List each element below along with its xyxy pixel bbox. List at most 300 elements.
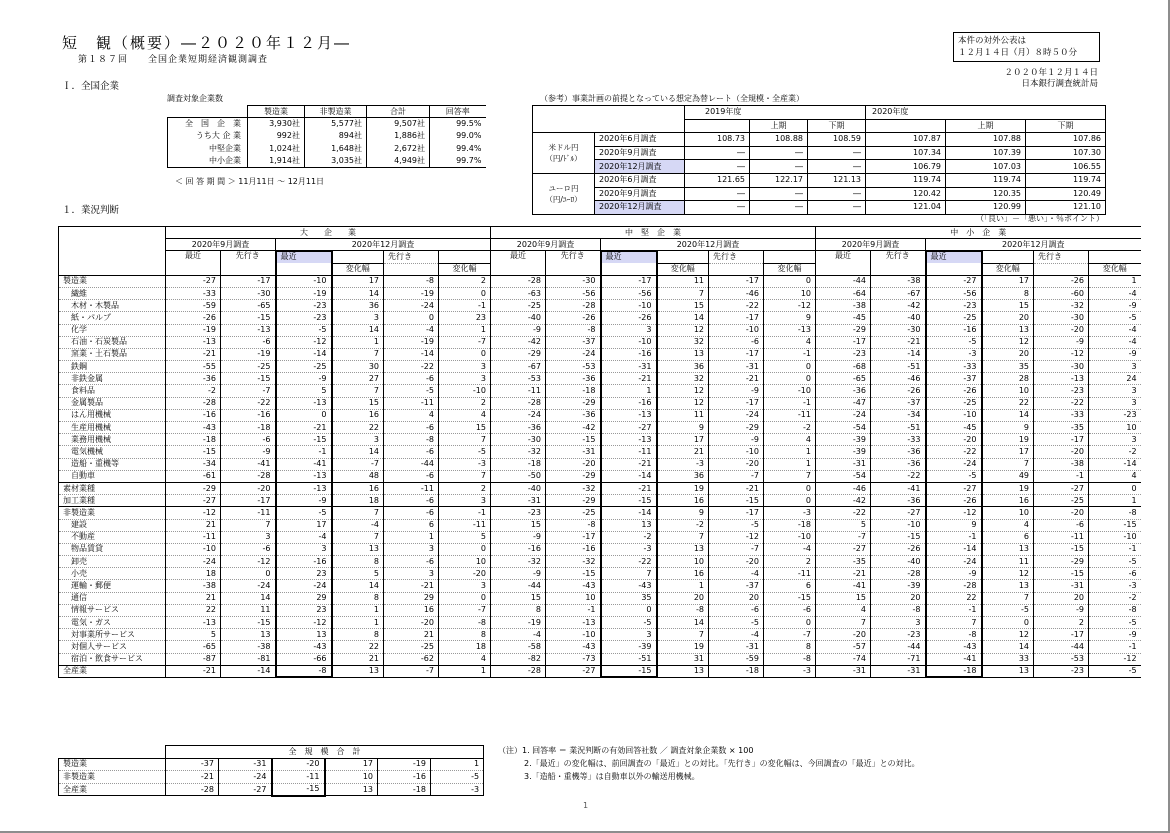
industry-row (59, 580, 1141, 592)
survey-value: 5,577社 (305, 118, 367, 130)
di-value: -14 (926, 543, 982, 555)
industry-label: 金属製品 (59, 397, 166, 409)
di-value: -44 (384, 458, 439, 470)
di-value: 5 (332, 568, 384, 580)
di-value: -32 (546, 482, 601, 494)
di-value: -26 (166, 312, 221, 324)
di-value: 3 (384, 568, 439, 580)
di-value: 3 (1089, 361, 1141, 373)
fx-h1: 上期 (946, 119, 1026, 133)
di-value: 19 (657, 641, 709, 653)
industry-label: 不動産 (59, 531, 166, 543)
di-value: -42 (816, 495, 871, 507)
di-value: 9 (982, 422, 1034, 434)
fx-header-row (533, 106, 1106, 120)
fx-value: 107.86 (1026, 133, 1106, 147)
di-value: -5 (926, 470, 982, 482)
di-value: -25 (926, 397, 982, 409)
change-header: 変化幅 (439, 263, 491, 275)
di-value: 1 (1089, 275, 1141, 287)
di-value: 2 (439, 275, 491, 287)
fx-value: ― (808, 146, 866, 160)
di-value: -30 (1034, 361, 1089, 373)
di-value: -13 (546, 617, 601, 629)
di-value: -4 (709, 568, 764, 580)
di-value: -8 (764, 653, 816, 665)
di-value: 3 (601, 324, 657, 336)
industry-label: 食料品 (59, 385, 166, 397)
di-value: -39 (816, 446, 871, 458)
di-value: -2 (764, 422, 816, 434)
di-value: 1 (384, 531, 439, 543)
fx-currency-name: ユーロ円 (548, 183, 579, 193)
fx-value: 107.34 (866, 146, 946, 160)
fx-value: ― (750, 201, 808, 215)
di-value: -47 (816, 397, 871, 409)
di-value: -51 (871, 361, 926, 373)
fx-rate-table (532, 105, 1106, 215)
survey-count-table (167, 105, 486, 168)
di-value: -9 (1089, 629, 1141, 641)
di-value: -23 (816, 348, 871, 360)
di-value: 6 (764, 580, 816, 592)
industry-row (59, 275, 1141, 287)
di-value: -9 (1089, 348, 1141, 360)
di-value: 14 (332, 324, 384, 336)
di-value: -24 (491, 409, 546, 421)
summary-value: -18 (378, 783, 431, 796)
recent-header: 最近 (816, 251, 871, 275)
di-value: -16 (221, 409, 276, 421)
industry-row (59, 519, 1141, 531)
di-value: 22 (926, 592, 982, 604)
di-value: -13 (166, 336, 221, 348)
di-value: -44 (871, 641, 926, 653)
fx-value: ― (808, 201, 866, 215)
di-value: -6 (764, 604, 816, 616)
di-value: -82 (491, 653, 546, 665)
di-value: -33 (926, 361, 982, 373)
di-value: -20 (816, 629, 871, 641)
di-value: -21 (166, 665, 221, 677)
blank (926, 263, 982, 275)
di-value: -14 (871, 348, 926, 360)
change-header: 変化幅 (657, 263, 709, 275)
di-value: 1 (764, 446, 816, 458)
di-value: -6 (221, 336, 276, 348)
survey-value: 4,949社 (367, 155, 430, 167)
industry-row (59, 397, 1141, 409)
di-value: -36 (166, 373, 221, 385)
di-value: -15 (221, 617, 276, 629)
di-value: -2 (601, 531, 657, 543)
di-value: -34 (166, 458, 221, 470)
di-value: -11 (384, 397, 439, 409)
di-value: -11 (439, 519, 491, 531)
di-value: -27 (166, 275, 221, 287)
release-note-line2: １２月１４日（月）８時５０分 (958, 48, 1078, 58)
di-value: 18 (439, 641, 491, 653)
di-value: -8 (926, 629, 982, 641)
di-value: -27 (926, 275, 982, 287)
di-value: 35 (982, 361, 1034, 373)
di-value: -33 (871, 434, 926, 446)
di-value: -11 (764, 409, 816, 421)
di-value: -6 (384, 373, 439, 385)
survey-col-header: 製造業 (248, 106, 305, 118)
di-value: -37 (709, 580, 764, 592)
industry-label: 生産用機械 (59, 422, 166, 434)
di-value: 10 (1089, 422, 1141, 434)
recent-header-dec: 最近 (926, 251, 982, 263)
di-value: -4 (332, 519, 384, 531)
di-value: -1 (926, 604, 982, 616)
di-value: 0 (384, 312, 439, 324)
di-value: -15 (764, 592, 816, 604)
di-value: -8 (546, 519, 601, 531)
di-value: 21 (657, 446, 709, 458)
industry-label: 情報サービス (59, 604, 166, 616)
di-value: -65 (221, 300, 276, 312)
di-value: -26 (926, 385, 982, 397)
di-value: -7 (816, 531, 871, 543)
di-value: -8 (657, 604, 709, 616)
summary-value: -16 (378, 771, 431, 784)
industry-row (59, 446, 1141, 458)
di-value: -73 (546, 653, 601, 665)
di-value: 8 (332, 556, 384, 568)
industry-row (59, 409, 1141, 421)
industry-row (59, 385, 1141, 397)
di-value: -46 (709, 287, 764, 299)
di-value: -33 (166, 287, 221, 299)
di-value: 4 (439, 409, 491, 421)
di-value: -2 (657, 519, 709, 531)
industry-row (59, 641, 1141, 653)
di-value: -41 (871, 482, 926, 494)
di-value: 13 (982, 665, 1034, 677)
di-value: 11 (657, 275, 709, 287)
di-value: -21 (709, 482, 764, 494)
di-value: 10 (546, 592, 601, 604)
di-value: 16 (332, 482, 384, 494)
di-value: 10 (982, 507, 1034, 519)
di-value: 17 (982, 446, 1034, 458)
di-value: -26 (546, 312, 601, 324)
di-value: 29 (276, 592, 332, 604)
survey-value: 1,024社 (248, 143, 305, 155)
blank (384, 263, 439, 275)
di-value: -43 (276, 641, 332, 653)
di-value: -87 (166, 653, 221, 665)
di-value: -74 (816, 653, 871, 665)
di-value: 3 (332, 312, 384, 324)
di-value: -29 (1034, 556, 1089, 568)
di-value: -7 (709, 543, 764, 555)
di-value: -30 (1034, 312, 1089, 324)
di-value: 3 (439, 495, 491, 507)
di-value: 7 (221, 519, 276, 531)
di-value: -31 (816, 665, 871, 677)
di-value: -13 (601, 409, 657, 421)
di-value: -38 (1034, 458, 1089, 470)
industry-label: 製造業 (59, 275, 166, 287)
di-value: 9 (657, 507, 709, 519)
di-value: 1 (332, 617, 384, 629)
industry-row (59, 617, 1141, 629)
di-value: -8 (1089, 604, 1141, 616)
di-value: -56 (546, 287, 601, 299)
di-value: -10 (764, 531, 816, 543)
di-value: -29 (491, 348, 546, 360)
di-value: -21 (601, 458, 657, 470)
di-value: -39 (601, 641, 657, 653)
di-value: 3 (601, 629, 657, 641)
di-value: 19 (982, 434, 1034, 446)
di-value: -41 (926, 653, 982, 665)
fx-value: ― (808, 187, 866, 201)
di-value: -15 (546, 434, 601, 446)
di-value: -63 (491, 287, 546, 299)
industry-row (59, 531, 1141, 543)
di-value: -14 (1089, 458, 1141, 470)
di-value: 3 (384, 543, 439, 555)
survey-value: 2,672社 (367, 143, 430, 155)
industry-label: 窯業・土石製品 (59, 348, 166, 360)
di-value: -25 (1034, 495, 1089, 507)
di-value: 8 (332, 629, 384, 641)
summary-value: 10 (325, 771, 378, 784)
di-value: -12 (276, 617, 332, 629)
di-value: 7 (816, 617, 871, 629)
di-value: -1 (439, 300, 491, 312)
di-value: -21 (166, 348, 221, 360)
industry-row (59, 629, 1141, 641)
survey-sep-header: 2020年9月調査 (166, 239, 276, 251)
di-value: -40 (491, 482, 546, 494)
di-value: -8 (384, 434, 439, 446)
forecast-header-dec: 先行き (1034, 251, 1089, 263)
di-value: -16 (601, 348, 657, 360)
industry-row (59, 300, 1141, 312)
di-value: -15 (546, 568, 601, 580)
publisher: 日本銀行調査統計局 (1021, 79, 1098, 89)
survey-value: 9,507社 (367, 118, 430, 130)
industry-label: 業務用機械 (59, 434, 166, 446)
di-value: -2 (166, 385, 221, 397)
survey-row (168, 143, 486, 155)
industry-row (59, 336, 1141, 348)
di-value: -6 (221, 543, 276, 555)
di-value: 8 (982, 287, 1034, 299)
industry-label: 繊維 (59, 287, 166, 299)
di-value: 2 (764, 556, 816, 568)
di-value: -14 (601, 470, 657, 482)
summary-value: -28 (166, 783, 219, 796)
di-value: 16 (384, 604, 439, 616)
di-value: 13 (982, 580, 1034, 592)
di-value: -45 (926, 422, 982, 434)
di-value: 0 (764, 482, 816, 494)
di-value: 18 (166, 568, 221, 580)
di-value: 1 (657, 580, 709, 592)
fx-value: ― (808, 160, 866, 174)
di-value: -16 (601, 397, 657, 409)
di-value: 13 (982, 543, 1034, 555)
di-value: -4 (1089, 336, 1141, 348)
summary-row (59, 758, 484, 771)
survey-row (168, 118, 486, 130)
di-value: 32 (657, 373, 709, 385)
di-value: -1 (546, 604, 601, 616)
main-survey-header-row (59, 239, 1141, 251)
di-value: 49 (982, 470, 1034, 482)
di-value: -43 (166, 422, 221, 434)
blank (332, 251, 384, 263)
fx-value: 107.87 (866, 133, 946, 147)
di-value: 15 (816, 592, 871, 604)
di-value: -7 (439, 336, 491, 348)
di-value: 7 (439, 470, 491, 482)
fx-fy2020: 2020年度 (866, 106, 1106, 120)
di-value: 36 (657, 361, 709, 373)
survey-value: 3,035社 (305, 155, 367, 167)
di-value: 9 (926, 519, 982, 531)
di-value: 3 (1089, 434, 1141, 446)
di-value: -6 (384, 446, 439, 458)
di-value: 3 (439, 361, 491, 373)
di-value: 2 (439, 397, 491, 409)
di-value: -35 (1034, 422, 1089, 434)
di-value: -4 (709, 629, 764, 641)
di-value: -33 (1034, 409, 1089, 421)
di-value: -27 (871, 507, 926, 519)
industry-label: 紙・パルプ (59, 312, 166, 324)
survey-value: 1,648社 (305, 143, 367, 155)
di-value: 29 (384, 592, 439, 604)
fx-value: 106.55 (1026, 160, 1106, 174)
di-value: 8 (764, 641, 816, 653)
di-value: -17 (709, 507, 764, 519)
di-value: -36 (871, 458, 926, 470)
industry-row (59, 422, 1141, 434)
fx-value: 120.35 (946, 187, 1026, 201)
di-value: 11 (221, 604, 276, 616)
survey-value: 99.4% (430, 143, 486, 155)
di-value: -25 (491, 300, 546, 312)
di-value: -3 (764, 665, 816, 677)
all-size-summary-table (58, 745, 484, 797)
di-value: -17 (1034, 434, 1089, 446)
di-value: -12 (709, 531, 764, 543)
di-value: -31 (871, 665, 926, 677)
di-value: -20 (384, 617, 439, 629)
industry-label: 通信 (59, 592, 166, 604)
fx-survey-label: 2020年9月調査 (595, 146, 685, 160)
di-value: -59 (709, 653, 764, 665)
main-corner (59, 227, 166, 276)
di-value: 48 (332, 470, 384, 482)
fx-survey-label: 2020年6月調査 (595, 133, 685, 147)
blank (657, 251, 709, 263)
di-value: 13 (276, 629, 332, 641)
summary-title: 全 規 模 合 計 (166, 746, 484, 759)
di-value: -9 (709, 385, 764, 397)
di-value: -20 (221, 482, 276, 494)
di-value: 2 (439, 482, 491, 494)
industry-row (59, 507, 1141, 519)
di-value: -27 (926, 482, 982, 494)
di-value: 0 (764, 617, 816, 629)
di-value: 7 (982, 592, 1034, 604)
industry-label: 石油・石炭製品 (59, 336, 166, 348)
publish-date-block (1004, 68, 1098, 90)
survey-col-header: 回答率 (430, 106, 486, 118)
di-value: 0 (221, 568, 276, 580)
di-value: 3 (332, 434, 384, 446)
di-value: 22 (332, 641, 384, 653)
di-value: 4 (1089, 470, 1141, 482)
di-value: -5 (709, 617, 764, 629)
di-value: -36 (546, 373, 601, 385)
di-value: -31 (816, 458, 871, 470)
page-number: 1 (583, 801, 589, 810)
di-value: -26 (926, 495, 982, 507)
di-value: 14 (332, 287, 384, 299)
di-value: -8 (384, 275, 439, 287)
industry-label: はん用機械 (59, 409, 166, 421)
di-value: 17 (276, 519, 332, 531)
di-value: -12 (1089, 653, 1141, 665)
di-value: 3 (871, 617, 926, 629)
industry-row (59, 361, 1141, 373)
fx-row (533, 160, 1106, 174)
di-value: -18 (221, 422, 276, 434)
di-value: -17 (546, 531, 601, 543)
survey-value: 1,914社 (248, 155, 305, 167)
di-value: 0 (276, 409, 332, 421)
di-value: -21 (709, 373, 764, 385)
di-value: -28 (491, 397, 546, 409)
di-value: -5 (982, 604, 1034, 616)
di-value: -40 (871, 556, 926, 568)
di-value: 15 (439, 422, 491, 434)
industry-label: 物品賃貸 (59, 543, 166, 555)
di-value: 7 (657, 531, 709, 543)
di-value: -19 (384, 287, 439, 299)
di-value: -7 (221, 385, 276, 397)
blank (601, 263, 657, 275)
di-value: -4 (276, 531, 332, 543)
survey-value: 99.0% (430, 130, 486, 142)
fx-h2: 下期 (1026, 119, 1106, 133)
di-value: -17 (709, 348, 764, 360)
industry-label: 鉄鋼 (59, 361, 166, 373)
di-value: -21 (871, 336, 926, 348)
di-value: 18 (332, 495, 384, 507)
di-value: 5 (276, 385, 332, 397)
industry-row (59, 470, 1141, 482)
di-value: -2 (1089, 446, 1141, 458)
di-value: 12 (982, 629, 1034, 641)
summary-row (59, 783, 484, 796)
di-value: -31 (709, 361, 764, 373)
fx-value: 107.88 (946, 133, 1026, 147)
di-value: -68 (816, 361, 871, 373)
fx-value: ― (685, 201, 750, 215)
di-value: -10 (871, 519, 926, 531)
di-value: -1 (1089, 543, 1141, 555)
